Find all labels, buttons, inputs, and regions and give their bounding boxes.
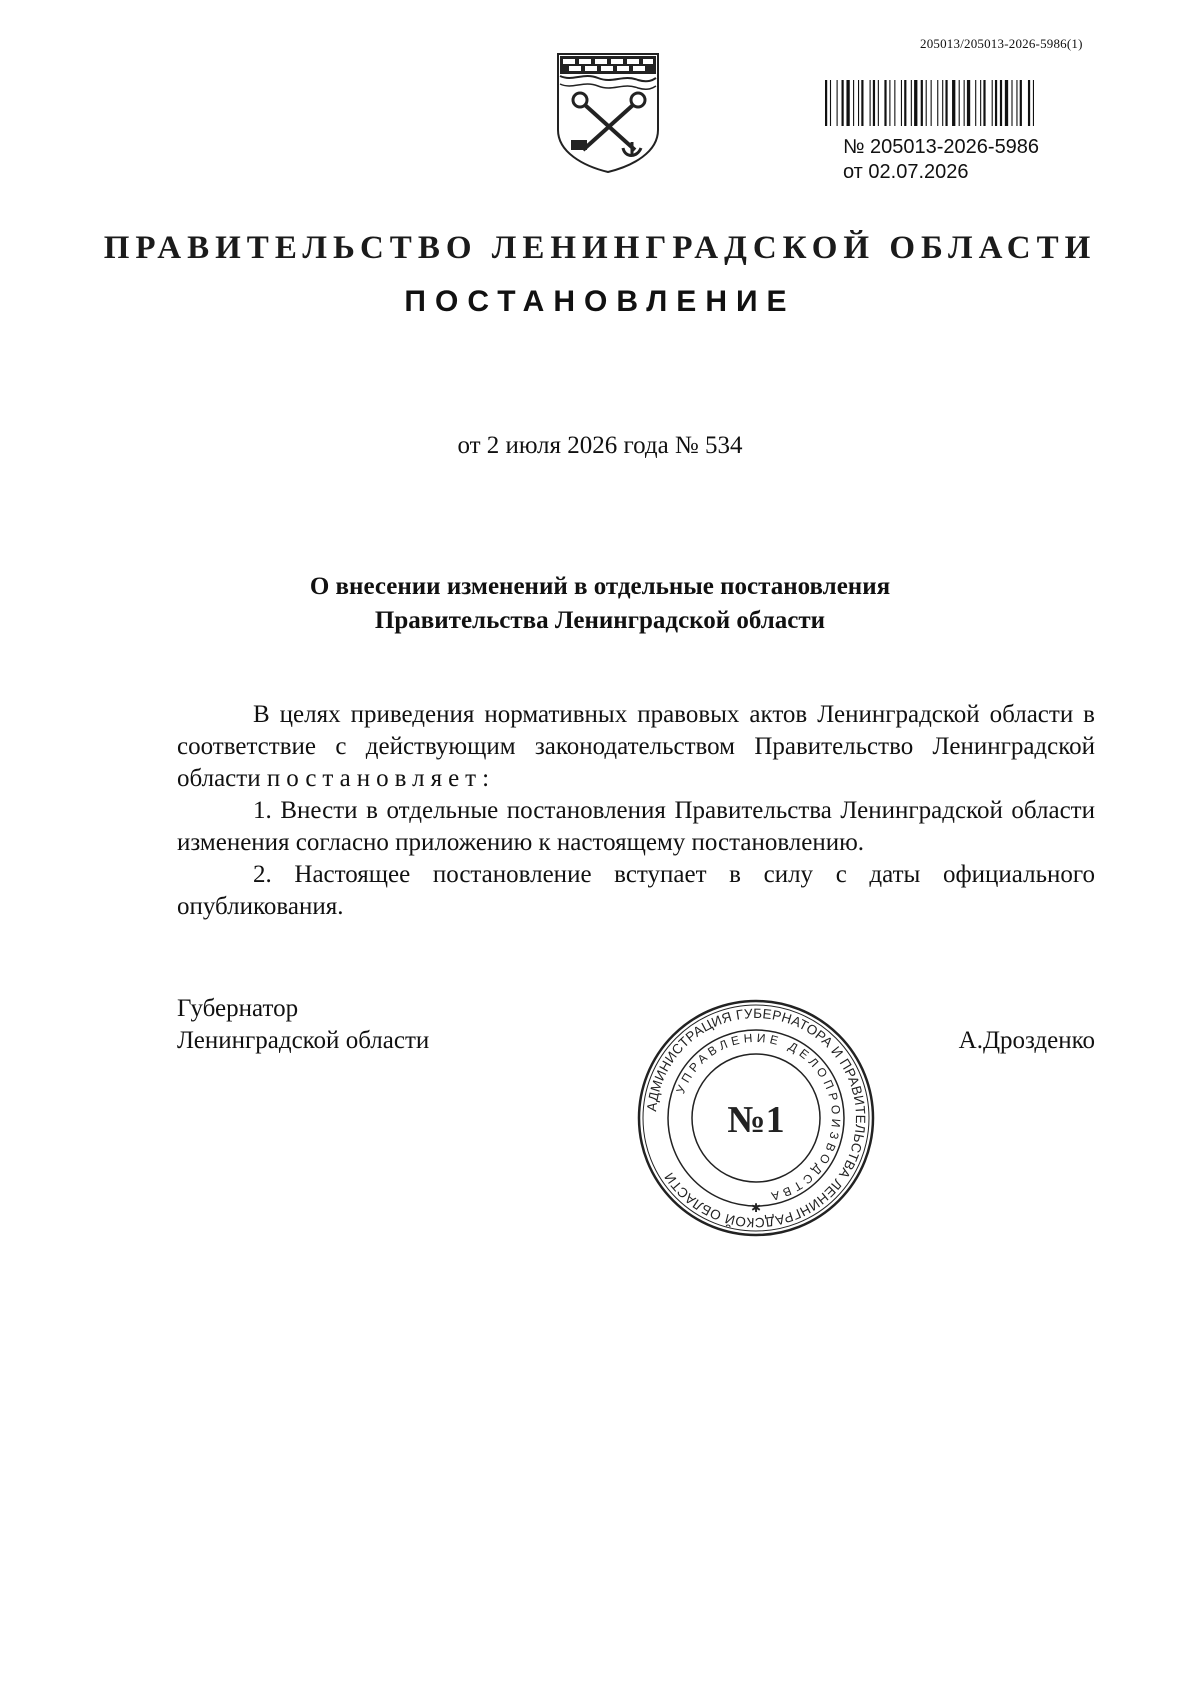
document-type-title: ПОСТАНОВЛЕНИЕ <box>404 285 796 318</box>
tracking-code: 205013/205013-2026-5986(1) <box>920 36 1083 51</box>
registration-block <box>843 135 1039 185</box>
position-line-2: Ленинградской области <box>177 1027 430 1054</box>
position-line-1: Губернатор <box>177 995 299 1022</box>
seal-inner-text: УПРАВЛЕНИЕ ДЕЛОПРОИЗВОДСТВА <box>673 1030 844 1205</box>
body-intro-resolves: постановляет: <box>266 765 496 792</box>
subject-line-2: Правительства Ленинградской области <box>374 607 826 634</box>
seal-outer-text: АДМИНИСТРАЦИЯ ГУБЕРНАТОРА И ПРАВИТЕЛЬСТВА ЛЕНИНГРАДСКОЙ ОБЛАСТИ <box>644 1005 869 1231</box>
decree-subject <box>0 570 1200 638</box>
registration-date: от 02.07.2026 <box>843 161 969 183</box>
body-intro <box>177 699 1095 795</box>
signatory-name: А.Дрозденко <box>958 1027 1095 1054</box>
subject-line-1: О внесении изменений в отдельные постановления <box>309 573 891 600</box>
body-item-2: 2. Настоящее постановление вступает в силу с даты официального опубликования. <box>177 861 1095 920</box>
leningrad-oblast-coat-of-arms-icon <box>553 50 663 175</box>
signatory-position <box>177 993 429 1057</box>
seal-center-number: №1 <box>727 1099 785 1141</box>
government-title: ПРАВИТЕЛЬСТВО ЛЕНИНГРАДСКОЙ ОБЛАСТИ <box>103 230 1097 266</box>
body-item-1: 1. Внести в отдельные постановления Правительства Ленинградской области изменения согласно приложению к настоящему постановлению. <box>177 797 1095 856</box>
decree-body <box>177 699 1095 923</box>
body-intro-text: В целях приведения нормативных правовых актов Ленинградской области в соответствие с действующим законодательством Правительство Ленинградской области <box>177 701 1095 792</box>
barcode-icon <box>825 80 1093 126</box>
seal-star-icon: ✱ <box>750 1201 762 1215</box>
official-seal <box>636 998 876 1238</box>
decree-date-number: от 2 июля 2026 года № 534 <box>457 432 743 459</box>
registration-number: № 205013-2026-5986 <box>843 136 1040 158</box>
